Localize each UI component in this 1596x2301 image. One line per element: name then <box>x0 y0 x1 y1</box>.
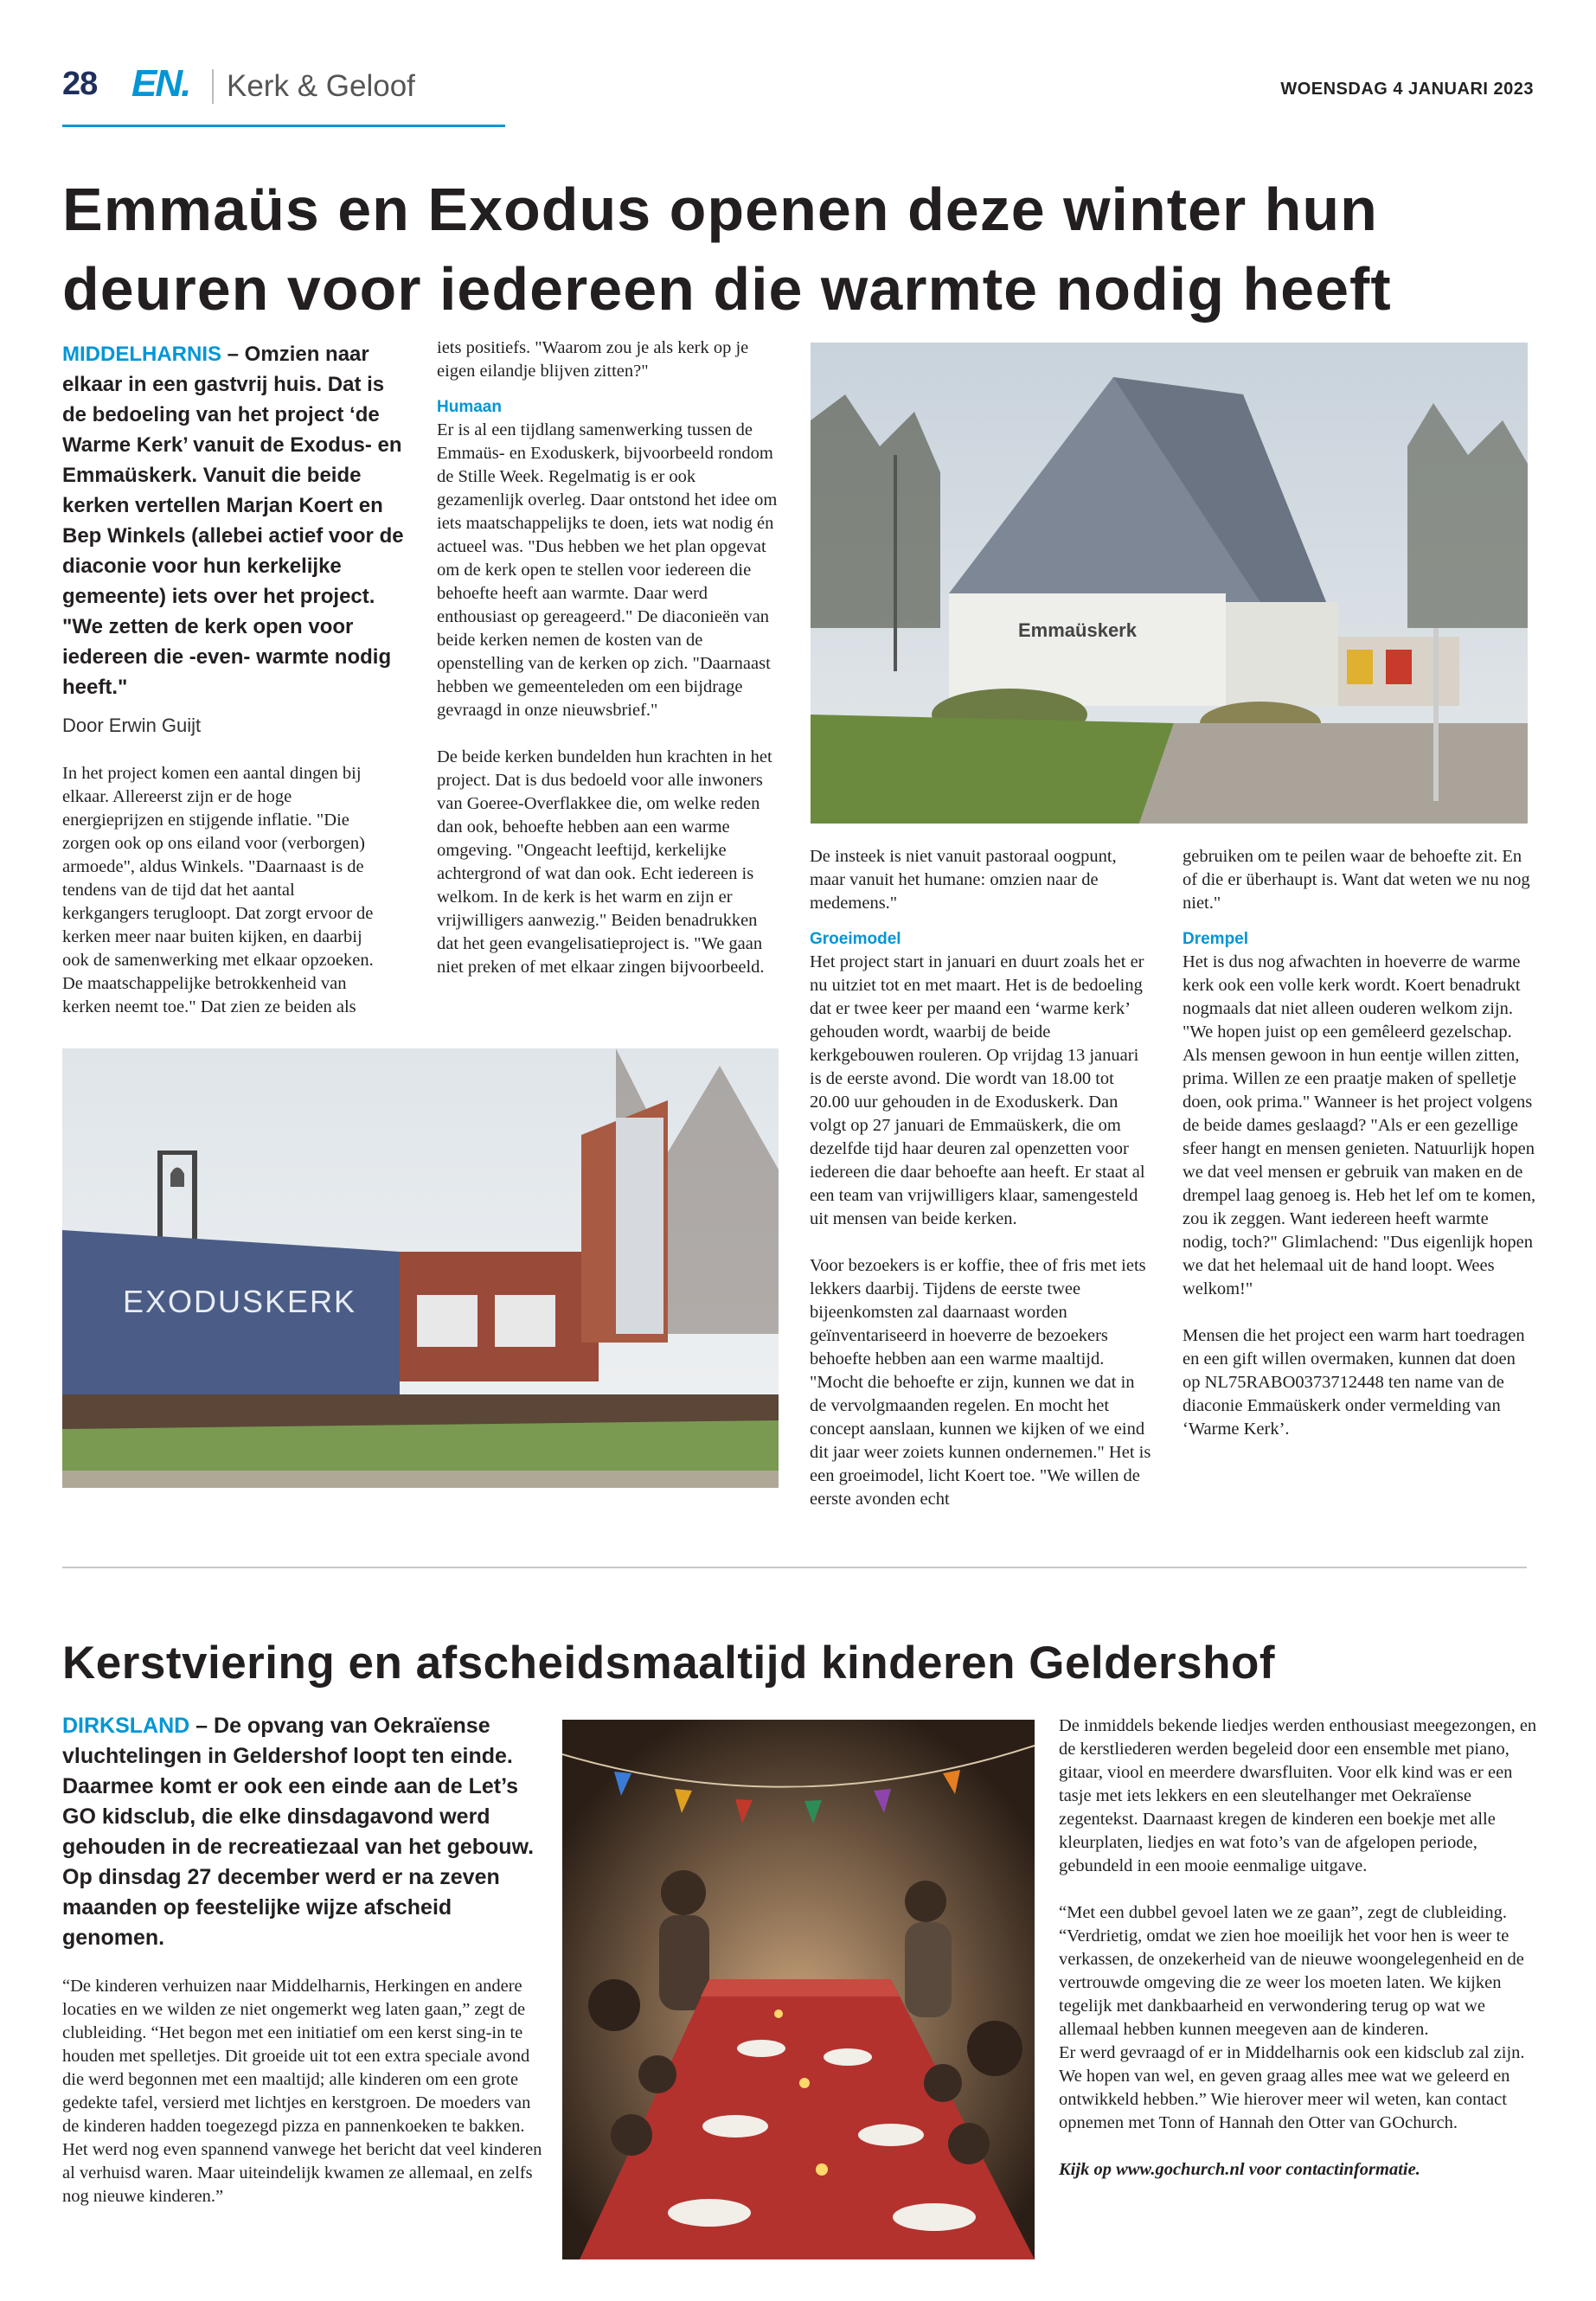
article-1-lead <box>62 339 410 702</box>
paragraph: iets positiefs. "Waarom zou je als kerk op je eigen eilandje blijven zitten?" <box>437 338 749 381</box>
subhead-drempel: Drempel <box>1183 930 1249 948</box>
contact-note: Kijk op www.gochurch.nl voor contactinformatie. <box>1059 2160 1420 2179</box>
photo-emmauskerk-illustration <box>811 343 1528 824</box>
article-1-column-1 <box>62 762 377 1019</box>
emmauskerk-sign: Emmaüskerk <box>1018 619 1137 641</box>
page-number: 28 <box>62 66 98 102</box>
paragraph: gebruiken om te peilen waar de behoefte zit. En of die er überhaupt is. Want dat weten we nu nog niet." <box>1183 847 1530 913</box>
article-1-headline: Emmaüs en Exodus openen deze winter hun deuren voor iedereen die warmte nodig heeft <box>62 176 1392 323</box>
article-divider <box>62 1567 1527 1568</box>
photo-kerstviering <box>562 1720 1035 2259</box>
section-name: Kerk & Geloof <box>227 69 415 103</box>
article-2-lead-text: – De opvang van Oekraïense vluchtelingen in Geldershof loopt ten einde. Daarmee komt er ook een einde aan de Let’s GO kidsclub, die elke dinsdagavond werd gehouden in de recreatiezaal van het gebouw. Op dinsdag 27 december werd er na zeven maanden op feestelijke wijze afscheid genomen. <box>62 1714 535 1950</box>
article-1-byline: Door Erwin Guijt <box>62 715 202 736</box>
photo-emmauskerk <box>811 343 1528 824</box>
article-2-lead <box>62 1711 540 1953</box>
paragraph: “De kinderen verhuizen naar Middelharnis, Herkingen en andere locaties en we wilden ze niet ongemerkt weg laten gaan,” zegt de clubleiding. “Het begon met een initiatief om een kerst sing-in te houden met spelletjes. Dit groeide uit tot een extra speciale avond die werd begonnen met een maaltijd; alle kinderen om een grote gedekte tafel, versierd met lichtjes en kerstgroen. De moeders van de kinderen hadden toegezegd pizza en pannenkoeken te bakken. Het werd nog even spannend vanwege het bericht dat veel kinderen al verhuisd waren. Maar uiteindelijk kwamen ze allemaal, en zelfs nog nieuwe kinderen.” <box>62 1977 542 2206</box>
photo-exoduskerk-illustration <box>62 1048 779 1488</box>
article-1-column-2 <box>437 336 779 979</box>
paragraph: Het project start in januari en duurt zoals het er nu uitziet tot en met maart. Het is de bedoeling dat er twee keer per maand een ‘warme kerk’ gehouden wordt, waarbij de beide kerkgebouwen rouleren. Op vrijdag 13 januari is de eerste avond. Die wordt van 18.00 tot 20.00 uur gehouden in de Exoduskerk. Dan volgt op 27 januari de Emmaüskerk, die om dezelfde tijd haar deuren zal openzetten voor iedereen die daar behoefte aan heeft. Er staat al een team van vrijwilligers klaar, samengesteld uit mensen van beide kerken. <box>810 952 1145 1228</box>
paragraph: In het project komen een aantal dingen bij elkaar. Allereerst zijn er de hoge energieprijzen en stijgende inflatie. "Die zorgen ook op ons eiland voor (verborgen) armoede", aldus Winkels. "Daarnaast is de tendens van de tijd dat het aantal kerkgangers terugloopt. Dat zorgt ervoor de kerken meer naar buiten kijken, en daarbij ook de samenwerking met elkaar opzoeken. De maatschappelijke betrokkenheid van kerken neemt toe." Dat zien ze beiden als <box>62 764 374 1016</box>
article-2-column-1 <box>62 1975 543 2208</box>
paragraph: Voor bezoekers is er koffie, thee of fris met iets lekkers daarbij. Tijdens de eerste twee bijeenkomsten zal daarnaast worden geïnventariseerd in hoeverre de bezoekers behoefte hebben aan een warme maaltijd. "Mocht die behoefte er zijn, kunnen we dat in de vervolgmaanden regelen. En mocht het concept aanslaan, kunnen we kijken of we eind dit jaar weer zoiets kunnen ondernemen." Het is een groeimodel, licht Koert toe. "We willen de eerste avonden echt <box>810 1256 1151 1509</box>
exoduskerk-sign: EXODUSKERK <box>123 1284 357 1319</box>
paragraph: De insteek is niet vanuit pastoraal oogpunt, maar vanuit het humane: omzien naar de medemens." <box>810 847 1117 913</box>
article-1-column-4 <box>1183 845 1537 1441</box>
paragraph: De beide kerken bundelden hun krachten in het project. Dat is dus bedoeld voor alle inwoners van Goeree-Overflakkee die, om welke reden dan ook, behoefte hebben aan een warme omgeving. "Ongeacht leeftijd, kerkelijke achtergrond of wat dan ook. Echt iedereen is welkom. In de kerk is het warm en zijn er vrijwilligers aanwezig." Beiden benadrukken dat het geen evangelisatieproject is. "We gaan niet preken of met elkaar zingen bijvoorbeeld. <box>437 747 772 977</box>
header-rule <box>62 125 505 127</box>
photo-exoduskerk <box>62 1048 779 1488</box>
subhead-humaan: Humaan <box>437 398 502 416</box>
article-1-dateline: MIDDELHARNIS <box>62 343 221 366</box>
header-separator <box>212 69 214 104</box>
article-2-column-2 <box>1059 1715 1545 2182</box>
newspaper-logo: EN. <box>131 62 190 105</box>
subhead-groeimodel: Groeimodel <box>810 930 901 948</box>
photo-kerstviering-illustration <box>562 1720 1035 2259</box>
paragraph: “Met een dubbel gevoel laten we ze gaan”, zegt de clubleiding. “Verdrietig, omdat we zien hoe moeilijk het voor hen is weer te verkassen, de onzekerheid van de nieuwe woongelegenheid en de vertrouwde omgeving die ze weer los moeten laten. We kijken tegelijk met dankbaarheid en verwondering terug op wat we allemaal hebben kunnen meegeven aan de kinderen. Er werd gevraagd of er in Middelharnis ook een kidsclub zal zijn. We hopen van wel, en geven graag alles mee wat we geleerd en ontwikkeld hebben.” Wie hierover meer wil weten, kan contact opnemen met Tonn of Hannah den Otter van GOchurch. <box>1059 1903 1525 2132</box>
paragraph: Mensen die het project een warm hart toedragen en een gift willen overmaken, kunnen dat doen op NL75RABO0373712448 ten name van de diaconie Emmaüskerk onder vermelding van ‘Warme Kerk’. <box>1183 1326 1525 1439</box>
paragraph: De inmiddels bekende liedjes werden enthousiast meegezongen, en de kerstliederen werden begeleid door een ensemble met piano, gitaar, viool en meerdere dwarsfluiten. Voor elk kind was er een tasje met iets lekkers en een sleutelhanger met Oekraïense zegentekst. Daarnaast kregen de kinderen een boekje met alle kleurplaten, liedjes en wat foto’s van de afgelopen periode, gebundeld in een mooie eenmalige uitgave. <box>1059 1716 1537 1875</box>
article-2-dateline: DIRKSLAND <box>62 1714 190 1738</box>
article-2-headline: Kerstviering en afscheidsmaaltijd kinderen Geldershof <box>62 1638 1275 1689</box>
paragraph: Er is al een tijdlang samenwerking tussen de Emmaüs- en Exoduskerk, bijvoorbeeld rondom de Stille Week. Regelmatig is er ook gezamenlijk overleg. Daar ontstond het idee om iets maatschappelijks te doen, iets wat nodig én actueel was. "Dus hebben we het plan opgevat om de kerk open te stellen voor iedereen die behoefte heeft aan warmte. Daar werd enthousiast op gereageerd." De diaconieën van beide kerken nemen de kosten van de openstelling van de kerken op zich. "Daarnaast hebben we gemeenteleden om een bijdrage gevraagd in onze nieuwsbrief." <box>437 420 778 720</box>
paragraph: Het is dus nog afwachten in hoeverre de warme kerk ook een volle kerk wordt. Koert benadrukt nogmaals dat niet alleen ouderen welkom zijn. "We hopen juist op een gemêleerd gezelschap. Als mensen gewoon in hun eentje willen zitten, prima. Willen ze een praatje maken of spelletje doen, ook prima." Wanneer is het project volgens de beide dames geslaagd? "Als er een gezellige sfeer hangt en mensen genieten. Natuurlijk hopen we dat veel mensen er gebruik van maken en de drempel laag genoeg is. Heb het lef om te komen, zou ik zeggen. Want iedereen heeft warmte nodig, toch?" Glimlachend: "Dus eigenlijk hopen we dat het helemaal uit de hand loopt. Wees welkom!" <box>1183 952 1536 1298</box>
issue-date: WOENSDAG 4 JANUARI 2023 <box>1280 80 1534 99</box>
article-1-column-3 <box>810 845 1151 1511</box>
article-1-lead-text: – Omzien naar elkaar in een gastvrij huis. Dat is de bedoeling van het project ‘de Warme Kerk’ vanuit de Exodus- en Emmaüskerk. Vanuit die beide kerken vertellen Marjan Koert en Bep Winkels (allebei actief voor de diaconie voor hun kerkelijke gemeente) iets over het project. "We zetten de kerk open voor iedereen die -even- warmte nodig heeft." <box>62 343 404 699</box>
